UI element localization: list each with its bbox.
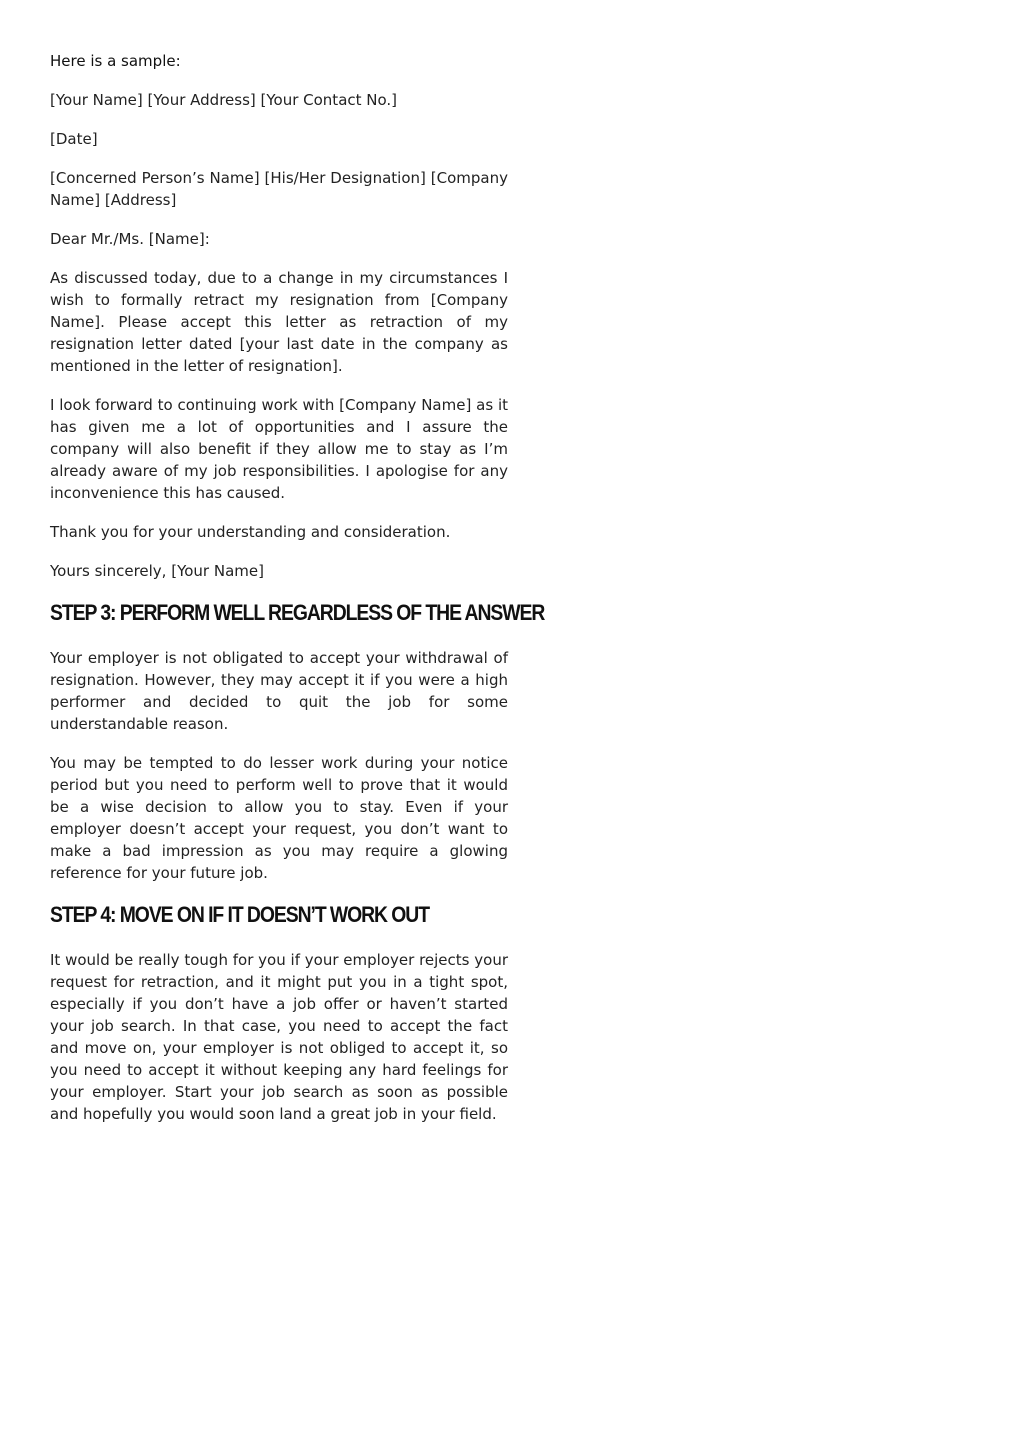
letter-salutation: Dear Mr./Ms. [Name]: <box>50 230 210 248</box>
intro-text: Here is a sample: <box>50 52 181 70</box>
step-3-section <box>50 599 545 884</box>
letter-thanks: Thank you for your understanding and consideration. <box>50 523 451 541</box>
step-3-heading: STEP 3: PERFORM WELL REGARDLESS OF THE ANSWER <box>50 600 545 625</box>
letter-sender-block: [Your Name] [Your Address] [Your Contact No.] <box>50 91 398 109</box>
step-3-paragraph: Your employer is not obligated to accept your withdrawal of resignation. However, they may accept it if you were a high performer and decided to quit the job for some understandable reason. <box>50 649 508 733</box>
step-4-heading: STEP 4: MOVE ON IF IT DOESN’T WORK OUT <box>50 902 430 927</box>
step-4-paragraph: It would be really tough for you if your employer rejects your request for retraction, and it might put you in a tight spot, especially if you don’t have a job offer or haven’t started your job search. In that case, you need to accept the fact and move on, your employer is not obliged to accept it, so you need to accept it without keeping any hard feelings for your employer. Start your job search as soon as possible and hopefully you would soon land a great job in your field. <box>50 951 508 1123</box>
letter-recipient-block: [Concerned Person’s Name] [His/Her Designation] [Company Name] [Address] <box>50 169 508 209</box>
step-3-paragraph: You may be tempted to do lesser work during your notice period but you need to perform well to prove that it would be a wise decision to allow you to stay. Even if your employer doesn’t accept your request, you don’t want to make a bad impression as you may require a glowing reference for your future job. <box>50 754 508 882</box>
step-4-section <box>50 901 508 1125</box>
letter-signoff: Yours sincerely, [Your Name] <box>50 562 264 580</box>
letter-body-paragraph: As discussed today, due to a change in my circumstances I wish to formally retract my resignation from [Company Name]. Please accept this letter as retraction of my resignation letter dated [your last date in the company as mentioned in the letter of resignation]. <box>50 269 508 375</box>
document-body <box>50 50 545 1142</box>
sample-letter <box>50 89 508 582</box>
letter-date: [Date] <box>50 130 98 148</box>
letter-body-paragraph: I look forward to continuing work with [Company Name] as it has given me a lot of opportunities and I assure the company will also benefit if they allow me to stay as I’m already aware of my job responsibilities. I apologise for any inconvenience this has caused. <box>50 396 508 502</box>
